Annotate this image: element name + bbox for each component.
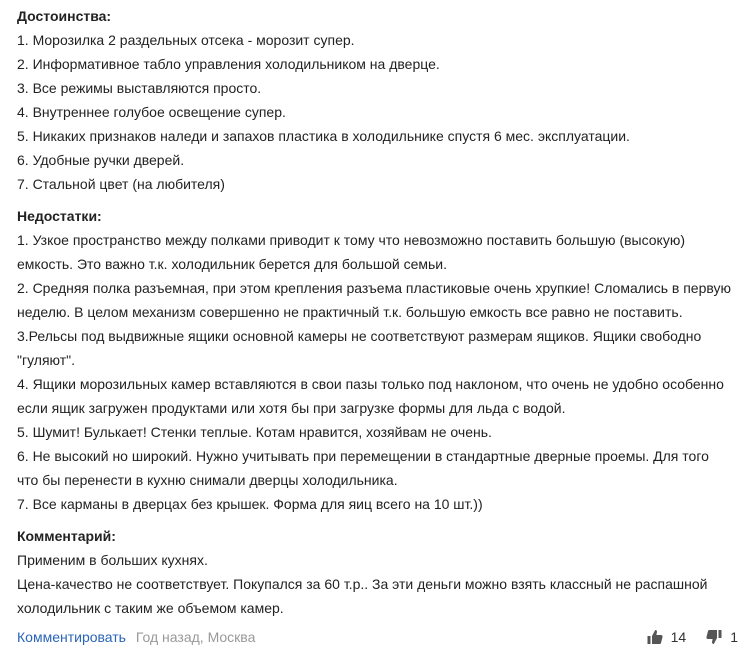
votes (647, 626, 738, 648)
like-button[interactable] (647, 626, 687, 648)
like-count: 14 (670, 629, 687, 645)
text-line: емкость. Это важно т.к. холодильник берется для большой семьи. (17, 256, 447, 272)
text-line: 5. Никаких признаков наледи и запахов пластика в холодильнике спустя 6 мес. эксплуатации. (17, 128, 630, 144)
text-line: 7. Все карманы в дверцах без крышек. Форма для яиц всего на 10 шт.)) (17, 496, 483, 512)
text-line: 1. Узкое пространство между полками приводит к тому что невозможно поставить большую (высокую) (17, 232, 685, 248)
comment-section (17, 524, 745, 620)
text-line: 2. Информативное табло управления холодильником на дверце. (17, 56, 440, 72)
text-line: 1. Морозилка 2 раздельных отсека - морозит супер. (17, 32, 355, 48)
text-line: что бы перенести в кухню снимали дверцы холодильника. (17, 472, 398, 488)
review-footer (17, 626, 738, 648)
thumbs-up-icon (647, 629, 663, 645)
text-line: холодильник с таким же объемом камер. (17, 600, 284, 616)
text-line: 3. Все режимы выставляются просто. (17, 80, 262, 96)
text-line: Цена-качество не соответствует. Покупался за 60 т.р.. За эти деньги можно взять классный не распашной (17, 576, 708, 592)
cons-section (17, 204, 745, 516)
text-line: 2. Средняя полка разъемная, при этом крепления разъема пластиковые очень хрупкие! Сломались в первую (17, 280, 732, 296)
review-text (17, 4, 745, 628)
cons-title: Недостатки: (17, 208, 102, 224)
comment-title: Комментарий: (17, 528, 116, 544)
text-line: Применим в больших кухнях. (17, 552, 208, 568)
dislike-count: 1 (730, 629, 738, 645)
pros-title: Достоинства: (17, 8, 112, 24)
text-line: 6. Удобные ручки дверей. (17, 152, 185, 168)
text-line: 7. Стальной цвет (на любителя) (17, 176, 225, 192)
pros-section (17, 4, 745, 196)
text-line: 4. Внутреннее голубое освещение супер. (17, 104, 286, 120)
review-meta: Год назад, Москва (135, 629, 256, 645)
text-line: 4. Ящики морозильных камер вставляются в свои пазы только под наклоном, что очень не удобно особенно (17, 376, 724, 392)
pros-body (17, 28, 745, 196)
text-line: 3.Рельсы под выдвижные ящики основной камеры не соответствуют размерам ящиков. Ящики свободно (17, 328, 702, 344)
comment-body (17, 548, 745, 620)
text-line: 6. Не высокий но широкий. Нужно учитывать при перемещении в стандартные дверные проемы. Для того (17, 448, 709, 464)
cons-body (17, 228, 745, 516)
comment-link[interactable]: Комментировать (17, 629, 126, 645)
thumbs-down-icon (706, 629, 722, 645)
text-line: неделю. В целом механизм совершенно не практичный т.к. большую емкость все равно не поставить. (17, 304, 683, 320)
dislike-button[interactable] (706, 626, 738, 648)
text-line: 5. Шумит! Булькает! Стенки теплые. Котам нравится, хозяйвам не очень. (17, 424, 492, 440)
text-line: "гуляют". (17, 352, 75, 368)
text-line: если ящик загружен продуктами или хотя бы при загрузке формы для льда с водой. (17, 400, 566, 416)
